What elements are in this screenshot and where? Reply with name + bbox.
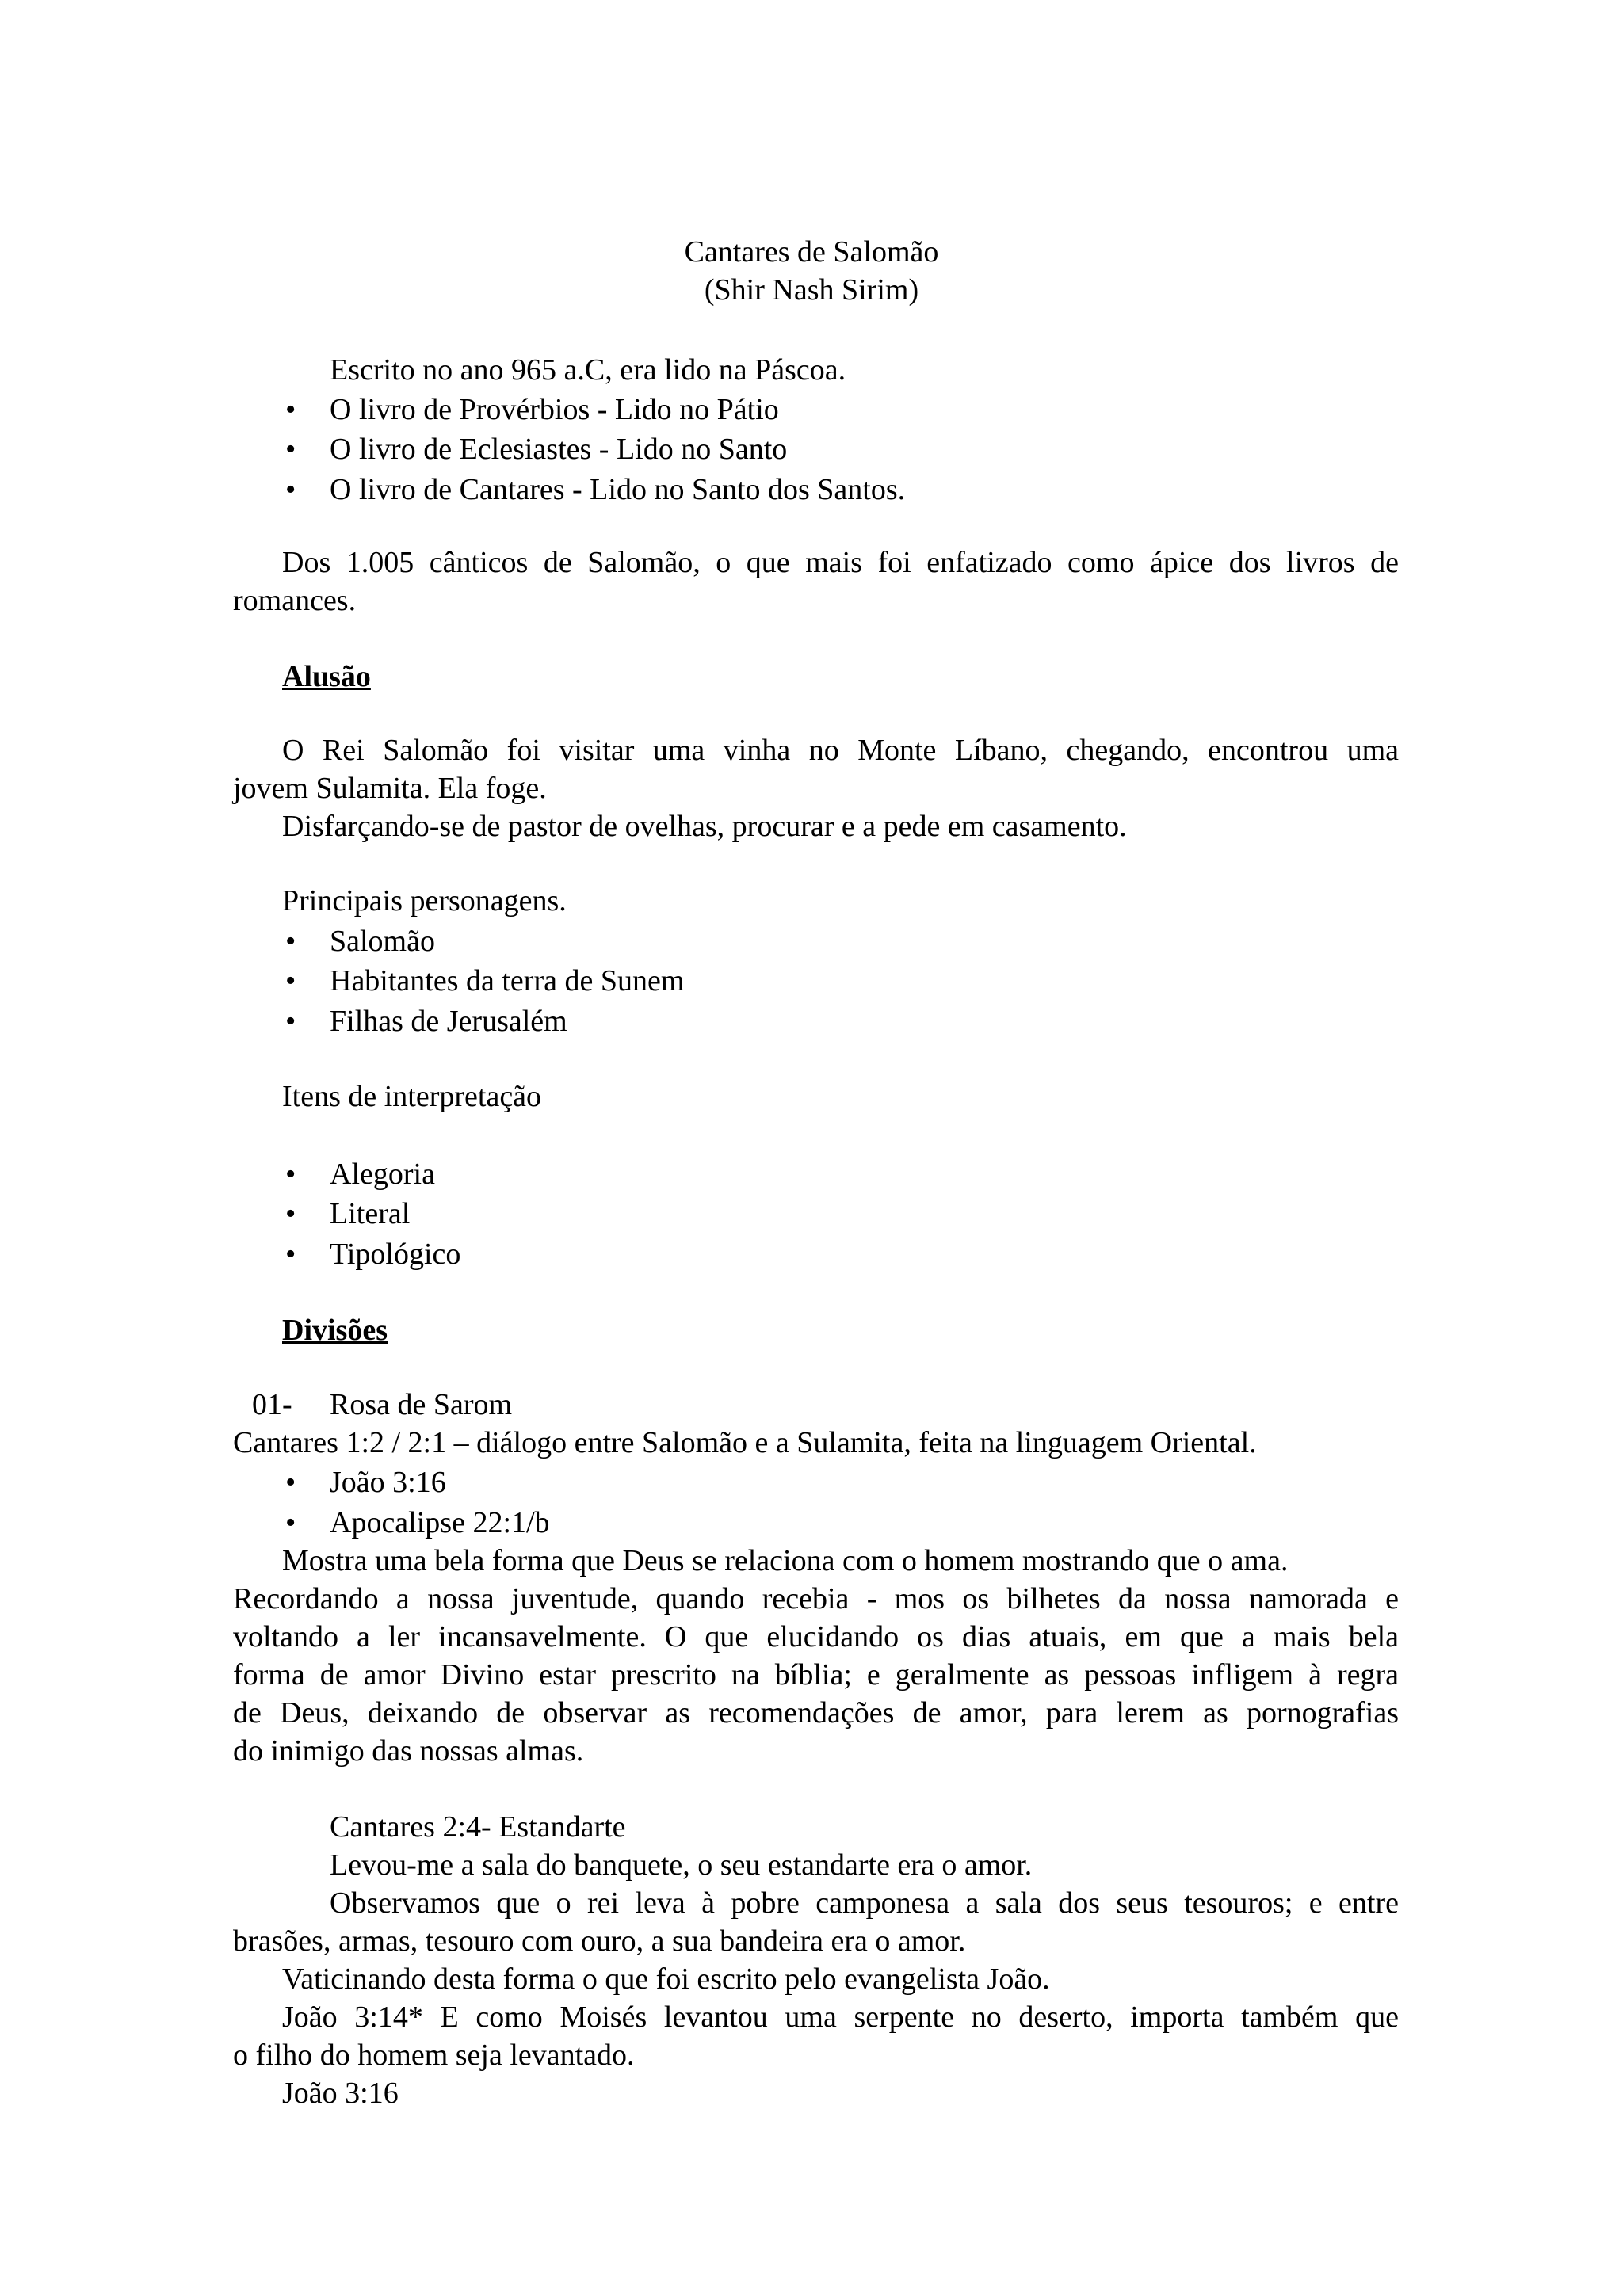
- bullet-icon: •: [285, 925, 296, 958]
- paragraph-line: Mostra uma bela forma que Deus se relaciona com o homem mostrando que o ama.: [282, 1544, 1289, 1577]
- interpretacao-bullet-1: Alegoria: [330, 1158, 435, 1191]
- paragraph-line: João 3:16: [282, 2077, 399, 2110]
- intro-bullet-3: O livro de Cantares - Lido no Santo dos Santos.: [330, 473, 906, 506]
- intro-bullet-2: O livro de Eclesiastes - Lido no Santo: [330, 433, 788, 466]
- paragraph-line: João 3:14* E como Moisés levantou uma serpente no deserto, importa também que: [282, 2000, 1399, 2034]
- interpretacao-title: Itens de interpretação: [282, 1080, 542, 1113]
- bullet-icon: •: [285, 1238, 296, 1271]
- bullet-icon: •: [285, 1506, 296, 1539]
- personagens-bullet-1: Salomão: [330, 925, 435, 958]
- bullet-icon: •: [285, 393, 296, 426]
- bullet-icon: •: [285, 473, 296, 506]
- paragraph-line: forma de amor Divino estar prescrito na bíblia; e geralmente as pessoas infligem à regra: [233, 1658, 1399, 1691]
- paragraph-line: voltando a ler incansavelmente. O que elucidando os dias atuais, em que a mais bela: [233, 1620, 1399, 1653]
- paragraph-line: romances.: [233, 584, 357, 617]
- interpretacao-bullet-3: Tipológico: [330, 1238, 461, 1271]
- paragraph-line: Observamos que o rei leva à pobre camponesa a sala dos seus tesouros; e entre: [330, 1886, 1399, 1920]
- intro-bullet-1: O livro de Provérbios - Lido no Pátio: [330, 393, 779, 426]
- estandarte-quote: Levou-me a sala do banquete, o seu estandarte era o amor.: [330, 1848, 1033, 1882]
- division-ref-line: Cantares 1:2 / 2:1 – diálogo entre Salomão e a Sulamita, feita na linguagem Oriental.: [233, 1426, 1257, 1459]
- bullet-icon: •: [285, 1197, 296, 1230]
- paragraph-line: O Rei Salomão foi visitar uma vinha no Monte Líbano, chegando, encontrou uma: [282, 734, 1399, 767]
- paragraph-line: Dos 1.005 cânticos de Salomão, o que mais foi enfatizado como ápice dos livros de: [282, 546, 1399, 579]
- bullet-icon: •: [285, 1158, 296, 1191]
- paragraph-line: o filho do homem seja levantado.: [233, 2039, 635, 2072]
- bullet-icon: •: [285, 1005, 296, 1038]
- paragraph-line: Vaticinando desta forma o que foi escrito pelo evangelista João.: [282, 1962, 1050, 1996]
- interpretacao-bullet-2: Literal: [330, 1197, 411, 1230]
- division-bullet-1: João 3:16: [330, 1466, 446, 1499]
- paragraph-line: Disfarçando-se de pastor de ovelhas, procurar e a pede em casamento.: [282, 810, 1127, 843]
- paragraph-line: de Deus, deixando de observar as recomendações de amor, para lerem as pornografias: [233, 1696, 1399, 1730]
- section-heading-divisoes: Divisões: [282, 1314, 388, 1347]
- division-bullet-2: Apocalipse 22:1/b: [330, 1506, 550, 1539]
- estandarte-ref: Cantares 2:4- Estandarte: [330, 1810, 626, 1844]
- section-heading-alusao: Alusão: [282, 660, 371, 693]
- paragraph-line: do inimigo das nossas almas.: [233, 1734, 584, 1768]
- bullet-icon: •: [285, 964, 296, 997]
- division-title: Rosa de Sarom: [330, 1388, 513, 1421]
- bullet-icon: •: [285, 433, 296, 466]
- paragraph-line: Recordando a nossa juventude, quando recebia - mos os bilhetes da nossa namorada e: [233, 1582, 1399, 1615]
- intro-text: Escrito no ano 965 a.C, era lido na Páscoa.: [330, 353, 846, 387]
- paragraph-line: brasões, armas, tesouro com ouro, a sua bandeira era o amor.: [233, 1924, 966, 1958]
- bullet-icon: •: [285, 1466, 296, 1499]
- paragraph-line: jovem Sulamita. Ela foge.: [233, 772, 547, 805]
- personagens-bullet-2: Habitantes da terra de Sunem: [330, 964, 685, 997]
- division-number: 01-: [252, 1388, 292, 1421]
- document-title: Cantares de Salomão: [684, 235, 939, 269]
- document-subtitle: (Shir Nash Sirim): [704, 273, 919, 307]
- personagens-bullet-3: Filhas de Jerusalém: [330, 1005, 567, 1038]
- personagens-title: Principais personagens.: [282, 884, 567, 917]
